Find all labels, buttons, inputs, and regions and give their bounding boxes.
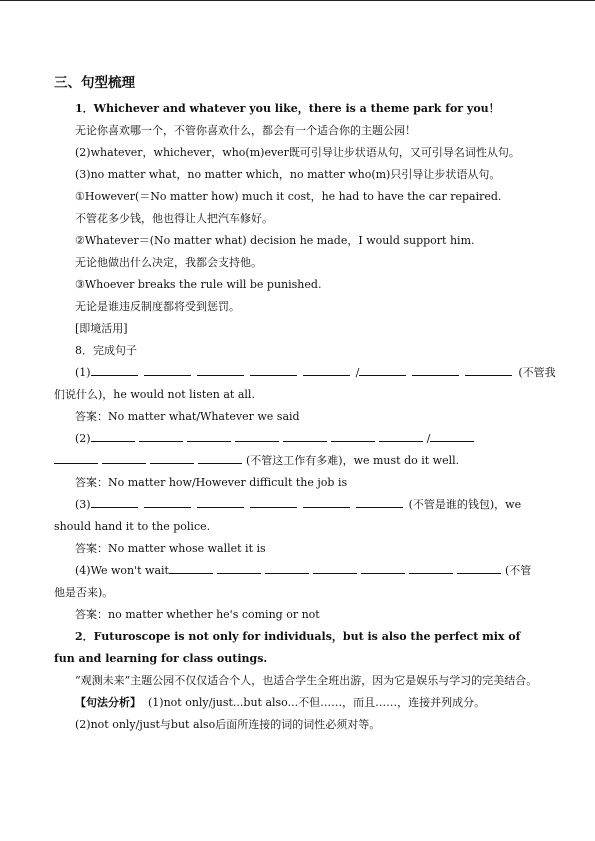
question4-line1 [54,560,542,582]
item1-note2: (2)whatever，whichever，who(m)ever既可引导让步状语从句，又可引导名词性从句。 [75,146,520,159]
page-top-rule [0,0,595,1]
item1-translation: 无论你喜欢哪一个，不管你喜欢什么，都会有一个适合你的主题公园！ [75,124,416,137]
answer-blank[interactable] [144,364,191,376]
answer-blank[interactable] [235,430,279,442]
answer-blank[interactable] [250,496,297,508]
answer-blank[interactable] [430,430,474,442]
alternative-slash: / [426,432,431,445]
example2-chinese: 无论他做出什么决定，我都会支持他。 [75,256,262,269]
alternative-slash: / [355,366,360,379]
question2-line2 [54,450,542,472]
example2-english: ②Whatever＝(No matter what) decision he made，I would support him. [75,234,475,247]
answer-blank[interactable] [331,430,375,442]
answer-blank[interactable] [465,364,512,376]
question4-line2: 他是否来)。 [54,586,114,599]
syntax-analysis-label: 【句法分析】 [75,696,141,709]
answer-blank[interactable] [361,562,405,574]
exercise-title: 8．完成句子 [75,344,137,357]
example1-chinese: 不管花多少钱，他也得让人把汽车修好。 [75,212,273,225]
example3-english: ③Whoever breaks the rule will be punished. [75,278,322,291]
answer-blank[interactable] [144,496,191,508]
answer2: 答案：No matter how/However difficult the job is [75,476,348,489]
answer-blank[interactable] [169,562,213,574]
answer-blank[interactable] [412,364,459,376]
answer-blank[interactable] [187,430,231,442]
section-title: 三、句型梳理 [54,75,135,91]
question1-line2: 们说什么)，he would not listen at all. [54,388,255,401]
syntax-analysis-text: (1)not only/just...but also...不但……，而且……，连接并列成分。 [148,696,486,709]
answer-blank[interactable] [91,430,135,442]
answer-blank[interactable] [102,452,146,464]
question3-line2: should hand it to the police. [54,520,211,533]
question2-line1 [54,428,542,450]
answer-blank[interactable] [379,430,423,442]
answer3: 答案：No matter whose wallet it is [75,542,266,555]
answer-blank[interactable] [356,496,403,508]
answer-blank[interactable] [91,364,138,376]
item1-note3: (3)no matter what，no matter which，no matter who(m)只引导让步状语从句。 [75,168,501,181]
answer-blank[interactable] [283,430,327,442]
answer4: 答案：no matter whether he's coming or not [75,608,320,621]
question3-line1 [54,494,542,516]
question2-number: (2) [75,432,91,445]
answer-blank[interactable] [91,496,138,508]
answer1: 答案：No matter what/Whatever we said [75,410,300,423]
question2-hint: (不管这工作有多难)，we must do it well. [246,454,460,467]
answer-blank[interactable] [409,562,453,574]
answer-blank[interactable] [303,496,350,508]
answer-blank[interactable] [265,562,309,574]
syntax-analysis [54,692,542,714]
item2-note2: (2)not only/just与but also后面所连接的词的词性必须对等。 [75,718,381,731]
question3-hint: (不管是谁的钱包)，we [408,498,522,511]
answer-blank[interactable] [313,562,357,574]
answer-blank[interactable] [359,364,406,376]
item2-title: 2．Futuroscope is not only for individuals，but is also the perfect mix of fun and learning for class outings. [54,630,521,665]
apply-label: [即境活用] [75,322,128,335]
question4-hint: (不管 [504,564,532,577]
question3-number: (3) [75,498,91,511]
document-page [54,74,556,736]
answer-blank[interactable] [303,364,350,376]
question1-number: (1) [75,366,91,379]
answer-blank[interactable] [139,430,183,442]
answer-blank[interactable] [198,452,242,464]
answer-blank[interactable] [197,364,244,376]
answer-blank[interactable] [150,452,194,464]
answer-blank[interactable] [457,562,501,574]
item1-title: 1．Whichever and whatever you like，there is a theme park for you！ [75,102,500,115]
answer-blank[interactable] [217,562,261,574]
answer-blank[interactable] [54,452,98,464]
item2-translation: “观测未来”主题公园不仅仅适合个人，也适合学生全班出游，因为它是娱乐与学习的完美结合。 [75,674,538,687]
answer-blank[interactable] [250,364,297,376]
question1-hint: (不管我 [518,366,556,379]
question4-prefix: (4)We won't wait [75,564,169,577]
example1-english: ①However(＝No matter how) much it cost，he had to have the car repaired. [75,190,502,203]
example3-chinese: 无论是谁违反制度都将受到惩罚。 [75,300,240,313]
answer-blank[interactable] [197,496,244,508]
question1-line1 [54,362,556,384]
